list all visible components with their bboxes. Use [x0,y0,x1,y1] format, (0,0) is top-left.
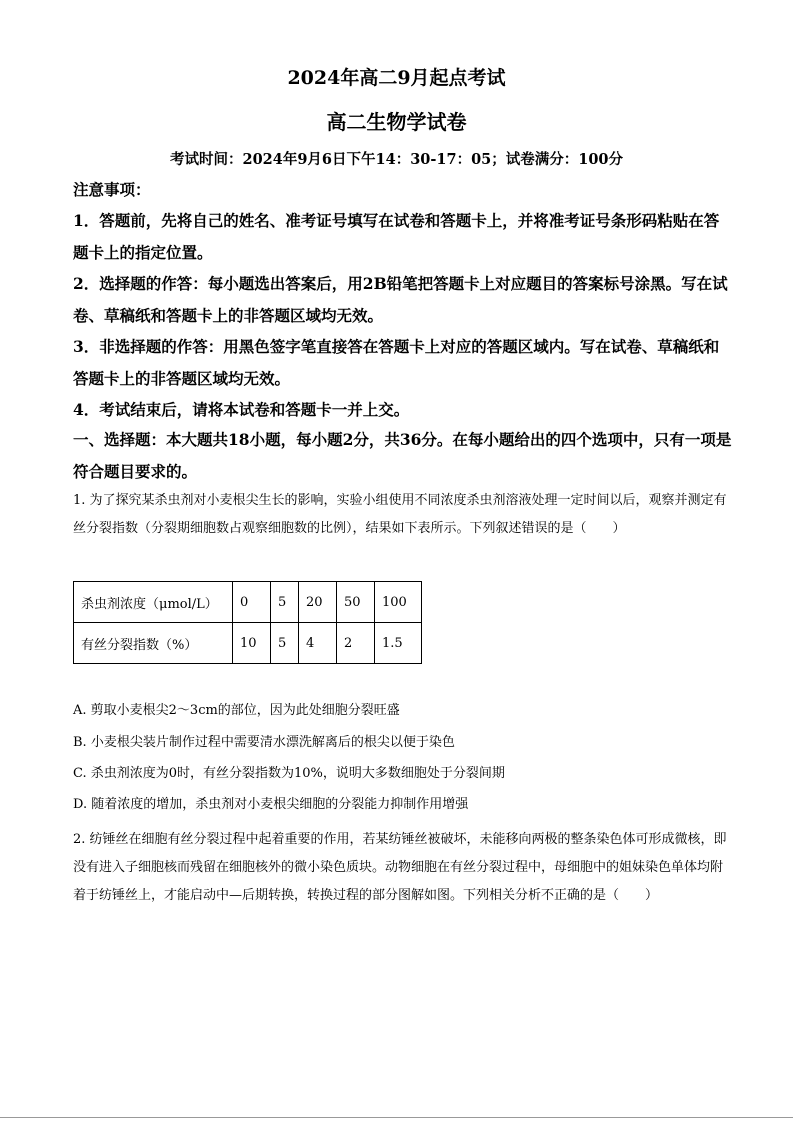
table-cell: 1.5 [375,623,422,664]
table-cell: 10 [233,623,271,664]
question-1-stem: 1. 为了探究某杀虫剂对小麦根尖生长的影响，实验小组使用不同浓度杀虫剂溶液处理一定时间以后，观察并测定有丝分裂指数（分裂期细胞数占观察细胞数的比例），结果如下表所示。下列叙述错误的是（ ） [73,493,727,536]
table-cell: 4 [299,623,337,664]
option-c: C. 杀虫剂浓度为0时，有丝分裂指数为10%，说明大多数细胞处于分裂间期 [73,766,505,781]
notice-item-3: 3．非选择题的作答：用黑色签字笔直接答在答题卡上对应的答题区域内。写在试卷、草稿纸和答题卡上的非答题区域均无效。 [73,337,720,388]
table-cell: 5 [271,582,299,623]
notice-item-2: 2．选择题的作答：每小题选出答案后，用2B铅笔把答题卡上对应题目的答案标号涂黑。写在试卷、草稿纸和答题卡上的非答题区域均无效。 [73,274,728,325]
table-cell: 5 [271,623,299,664]
section-heading: 一、选择题：本大题共18小题，每小题2分，共36分。在每小题给出的四个选项中，只有一项是符合题目要求的。 [73,430,732,481]
subject-title: 高二生物学试卷 [326,110,467,134]
table-header-cell: 有丝分裂指数（%） [74,623,233,664]
table-header-cell: 杀虫剂浓度（μmol/L） [74,582,233,623]
table-cell: 2 [337,623,375,664]
option-d: D. 随着浓度的增加，杀虫剂对小麦根尖细胞的分裂能力抑制作用增强 [73,797,469,812]
table-cell: 100 [375,582,422,623]
notice-item-4: 4．考试结束后，请将本试卷和答题卡一并上交。 [73,400,410,419]
table-cell: 50 [337,582,375,623]
page-footer-divider [0,1117,793,1118]
notice-heading: 注意事项： [73,180,151,199]
question-2-stem: 2. 纺锤丝在细胞有丝分裂过程中起着重要的作用，若某纺锤丝被破坏，未能移向两极的整条染色体可形成微核，即没有进入子细胞核而残留在细胞核外的微小染色质块。动物细胞在有丝分裂过程中，母细胞中的姐妹染色单体均附着于纺锤丝上，才能启动中—后期转换，转换过程的部分图解如图。下列相关分析不正确的是（ ） [73,832,727,903]
table-row [74,582,422,623]
table-row [74,623,422,664]
exam-info: 考试时间：2024年9月6日下午14：30-17：05；试卷满分：100分 [169,151,624,168]
option-a: A. 剪取小麦根尖2～3cm的部位，因为此处细胞分裂旺盛 [73,703,400,718]
table-cell: 20 [299,582,337,623]
table-cell: 0 [233,582,271,623]
option-b: B. 小麦根尖装片制作过程中需要清水漂洗解离后的根尖以便于染色 [73,735,455,750]
notice-item-1: 1．答题前，先将自己的姓名、准考证号填写在试卷和答题卡上，并将准考证号条形码粘贴在答题卡上的指定位置。 [73,211,720,262]
data-table [73,581,422,664]
exam-title: 2024年高二9月起点考试 [287,67,506,89]
